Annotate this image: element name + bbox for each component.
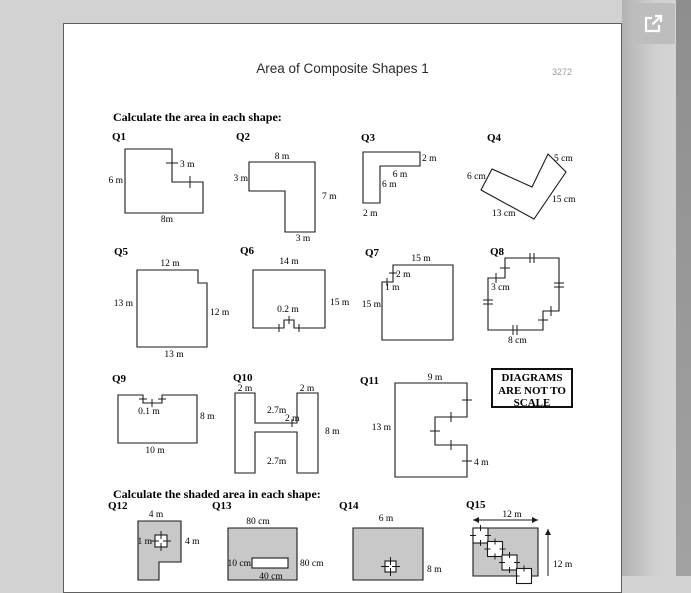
question-number: Q2 xyxy=(236,131,251,143)
question-number: Q14 xyxy=(339,500,359,512)
q8-diagram xyxy=(482,245,587,355)
section1-heading: Calculate the area in each shape: xyxy=(113,110,282,124)
scale-note-line: SCALE xyxy=(513,397,551,409)
question-q9 xyxy=(108,372,223,462)
dim-label: 3 cm xyxy=(491,283,510,293)
question-q12 xyxy=(105,500,215,576)
dim-label: 3 m xyxy=(180,160,195,170)
shape-outline xyxy=(395,383,467,477)
question-number: Q1 xyxy=(112,131,127,143)
question-q3 xyxy=(356,130,451,225)
scale-note-line: ARE NOT TO xyxy=(498,384,566,397)
dim-label: 8m xyxy=(160,215,174,225)
q4-diagram xyxy=(460,131,590,226)
external-link-icon xyxy=(641,12,665,36)
dim-label: 12 m xyxy=(160,259,180,269)
q9-diagram xyxy=(108,372,223,462)
q7-diagram xyxy=(360,245,475,355)
shape-outline xyxy=(125,149,203,213)
viewer-background xyxy=(622,0,676,576)
dim-label: 13 m xyxy=(164,350,184,360)
dim-label: 6 m xyxy=(108,176,123,186)
shape-hole xyxy=(252,558,288,568)
question-q13 xyxy=(210,500,335,582)
dim-label: 2 m xyxy=(299,384,315,394)
dim-label: 8 m xyxy=(427,565,442,575)
question-q2 xyxy=(232,130,352,245)
q6-diagram xyxy=(240,245,358,345)
dim-label: 8 m xyxy=(325,427,340,437)
shape-outline xyxy=(118,395,197,443)
dim-label: 2 m xyxy=(396,270,411,280)
q15-diagram xyxy=(462,495,597,576)
dim-label: 4 m xyxy=(474,458,489,468)
question-number: Q11 xyxy=(360,375,379,387)
dim-label: 8 m xyxy=(274,152,290,162)
question-q6 xyxy=(240,245,358,345)
dim-label: 12 m xyxy=(553,560,573,570)
shape-outline xyxy=(138,521,181,580)
dim-label: 6 m xyxy=(382,180,397,190)
dim-label: 4 m xyxy=(148,510,164,520)
q10-diagram xyxy=(228,372,348,482)
dim-label: 15 m xyxy=(411,254,431,264)
dim-label: 80 cm xyxy=(300,559,324,569)
dim-label: 13 cm xyxy=(492,209,516,219)
dim-label: 7 m xyxy=(322,192,337,202)
question-q7 xyxy=(360,245,475,355)
question-number: Q7 xyxy=(365,247,380,259)
dim-label: 3 m xyxy=(295,234,311,244)
question-number: Q10 xyxy=(233,372,253,384)
shape-outline xyxy=(363,152,420,203)
question-q1 xyxy=(108,130,218,230)
question-number: Q13 xyxy=(212,500,232,512)
question-number: Q15 xyxy=(466,499,486,511)
dim-label: 5 cm xyxy=(554,154,573,164)
dim-label: 6 m xyxy=(378,514,394,524)
dim-label: 13 m xyxy=(371,423,391,433)
q13-diagram xyxy=(210,500,335,582)
dim-label: 40 cm xyxy=(259,572,283,582)
dim-label: 15 m xyxy=(330,298,350,308)
tick-marks xyxy=(279,316,299,332)
shape-outline xyxy=(249,162,315,232)
dim-label: 10 m xyxy=(145,446,165,456)
dim-label: 2.7m xyxy=(267,406,287,416)
scale-note-line: DIAGRAMS xyxy=(501,372,563,384)
dim-label: 1 m xyxy=(385,283,400,293)
tick-marks xyxy=(430,400,472,461)
question-number: Q8 xyxy=(490,246,505,258)
question-q14 xyxy=(335,500,447,576)
dim-label: 2 m xyxy=(422,154,437,164)
dim-label: 9 m xyxy=(427,373,443,383)
question-q5 xyxy=(108,245,228,365)
dim-label: 3 m xyxy=(233,174,248,184)
dim-label: 0.2 m xyxy=(277,305,299,315)
dim-label: 1 m xyxy=(137,537,152,547)
dim-label: 2 m xyxy=(363,209,378,219)
question-q4 xyxy=(460,131,590,226)
q2-diagram xyxy=(232,130,352,245)
dim-label: 4 m xyxy=(185,537,200,547)
dim-label: 2.7m xyxy=(267,457,287,467)
dim-label: 6 cm xyxy=(467,172,486,182)
doc-number: 3272 xyxy=(552,67,573,77)
dim-label: 15 m xyxy=(361,300,381,310)
q5-diagram xyxy=(108,245,228,365)
question-number: Q3 xyxy=(361,132,376,144)
q1-diagram xyxy=(108,130,218,230)
dim-label: 12 m xyxy=(210,308,230,318)
question-number: Q9 xyxy=(112,373,127,385)
q14-diagram xyxy=(335,500,447,576)
dim-label: 10 cm xyxy=(227,559,251,569)
question-q8 xyxy=(482,245,587,355)
question-number: Q12 xyxy=(108,500,128,512)
dim-label: 12 m xyxy=(502,510,522,520)
dim-label: 14 m xyxy=(279,257,299,267)
dim-label: 8 m xyxy=(200,412,215,422)
question-number: Q5 xyxy=(114,246,129,258)
shape-outline xyxy=(137,270,207,347)
tick-marks xyxy=(483,253,564,335)
dim-label: 2 m xyxy=(285,414,300,424)
not-to-scale-box xyxy=(491,368,573,408)
question-number: Q4 xyxy=(487,132,502,144)
question-q10 xyxy=(228,372,348,482)
dim-label: 13 m xyxy=(113,299,133,309)
q11-diagram xyxy=(358,368,493,488)
shape-outline xyxy=(488,258,559,330)
open-fullscreen-button[interactable] xyxy=(631,3,675,44)
shape-outline xyxy=(382,265,453,340)
question-q11 xyxy=(358,368,493,488)
section2-heading: Calculate the shaded area in each shape: xyxy=(113,487,321,501)
page-title: Area of Composite Shapes 1 xyxy=(256,61,429,76)
scrollbar-track[interactable] xyxy=(676,0,691,576)
dim-label: 6 m xyxy=(392,170,408,180)
q3-diagram xyxy=(356,130,451,225)
question-number: Q6 xyxy=(240,245,255,257)
dim-label: 15 cm xyxy=(552,195,576,205)
dim-label: 80 cm xyxy=(246,517,270,527)
q12-diagram xyxy=(105,500,215,576)
dim-label: 0.1 m xyxy=(138,407,160,417)
question-q15 xyxy=(462,495,597,576)
dim-label: 8 cm xyxy=(508,336,527,346)
dim-label: 2 m xyxy=(237,384,253,394)
